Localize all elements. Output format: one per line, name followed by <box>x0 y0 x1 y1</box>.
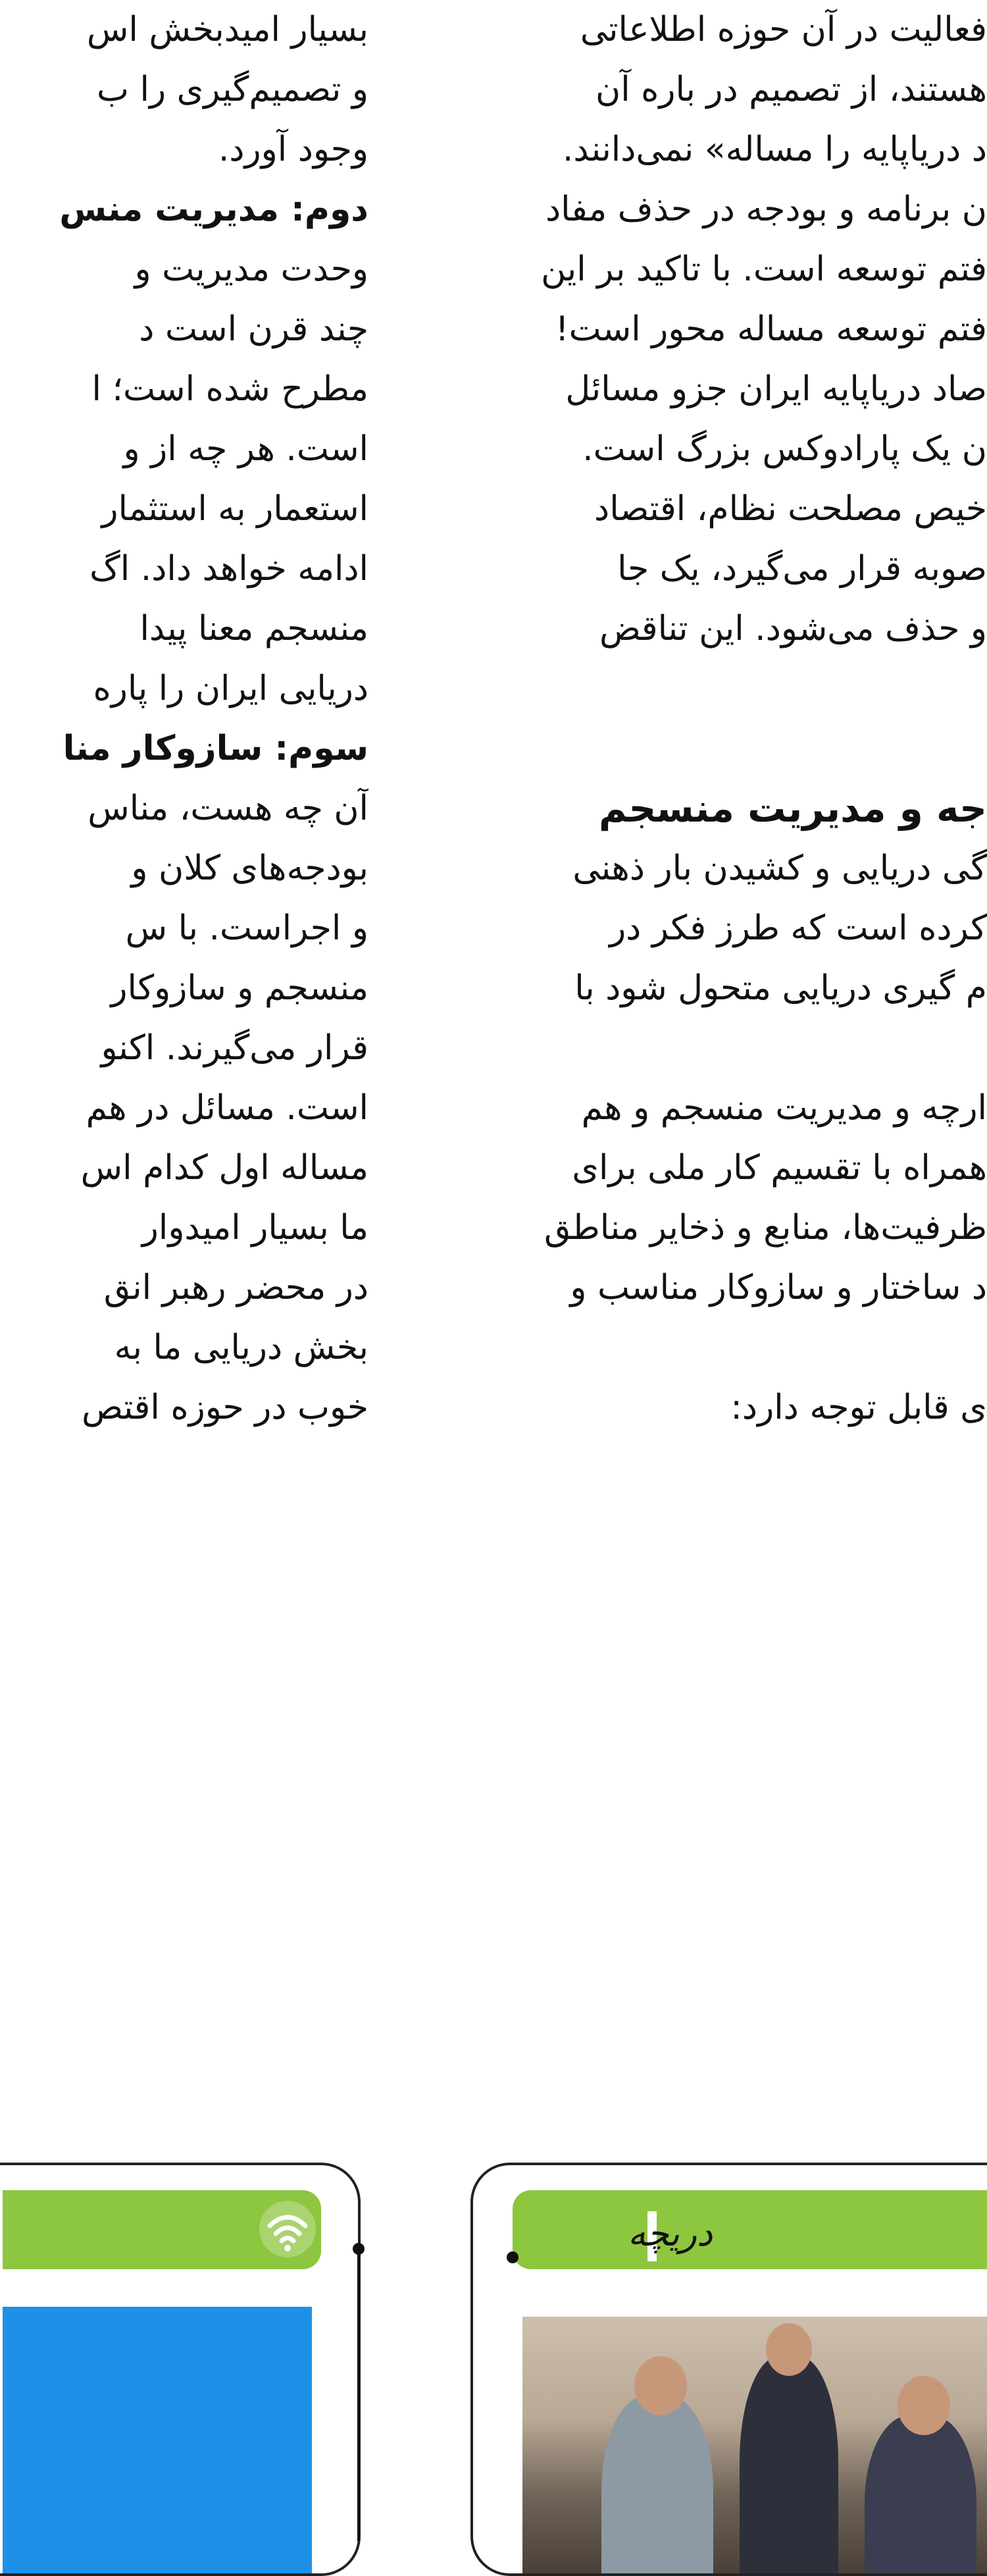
text-line: ن یک پارادوکس بزرگ است. <box>582 429 987 469</box>
text-line: وحدت مدیریت و <box>134 250 368 289</box>
sidebar-box-right <box>470 2163 987 2576</box>
text-line: مساله اول کدام اس <box>80 1148 368 1188</box>
person-figure <box>601 2396 713 2576</box>
text-line: ما بسیار امیدوار <box>141 1208 368 1248</box>
text-line: فتم توسعه مساله محور است! <box>555 309 987 349</box>
wifi-icon <box>258 2199 317 2259</box>
text-line: د دریاپایه را مساله» نمی‌دانند. <box>562 130 987 169</box>
text-line: خوب در حوزه اقتص <box>82 1388 368 1427</box>
article-column-left <box>0 0 368 1438</box>
text-line: م گیری دریایی متحول شود با <box>574 968 987 1008</box>
text-line: فعالیت در آن حوزه اطلاعاتی <box>580 10 987 49</box>
text-line: چند قرن است د <box>139 309 368 349</box>
text-line: و تصمیم‌گیری را ب <box>97 70 368 109</box>
text-line: است. مسائل در هم <box>86 1088 368 1128</box>
text-line: قرار می‌گیرند. اکنو <box>101 1028 368 1068</box>
text-line: بسیار امیدبخش اس <box>86 10 368 49</box>
text-line: و اجراست. با س <box>125 908 368 948</box>
article-column-right <box>447 0 987 1438</box>
text-line: منسجم و سازوکار <box>111 968 368 1008</box>
connector-dot <box>507 2251 519 2263</box>
text-line: هستند، از تصمیم در باره آن <box>595 70 987 109</box>
text-line: بخش دریایی ما به <box>114 1328 368 1367</box>
person-head <box>898 2376 950 2435</box>
text-line: د ساختار و سازوکار مناسب و <box>570 1268 987 1307</box>
text-line: آن چه هست، مناس <box>88 789 368 828</box>
text-line: صاد دریاپایه ایران جزو مسائل <box>565 369 987 409</box>
text-line: دریایی ایران را پاره <box>93 669 368 708</box>
connector-line <box>357 2251 360 2541</box>
person-figure <box>865 2415 976 2576</box>
text-line: همراه با تقسیم کار ملی برای <box>572 1148 987 1188</box>
section-heading: جه و مدیریت منسجم <box>599 786 987 831</box>
text-line: است. هر چه از و <box>123 429 368 469</box>
text-line: ن برنامه و بودجه در حذف مفاد <box>545 190 987 229</box>
text-line: فتم توسعه است. با تاکید بر این <box>541 250 987 289</box>
box-header-bar <box>513 2190 987 2269</box>
text-line: مطرح شده است؛ ا <box>91 369 368 409</box>
text-line: در محضر رهبر انق <box>103 1268 368 1307</box>
text-line: استعمار به استثمار <box>101 489 368 529</box>
text-line: و حذف می‌شود. این تناقض <box>599 609 987 648</box>
text-line: ی قابل توجه دارد: <box>730 1388 987 1427</box>
sidebar-box-left <box>0 2163 361 2576</box>
text-line: خیص مصلحت نظام، اقتصاد <box>594 489 987 529</box>
person-figure <box>740 2356 838 2576</box>
text-line: بودجه‌های کلان و <box>131 849 368 888</box>
text-line: وجود آورد. <box>218 130 368 169</box>
photo-placeholder <box>3 2307 312 2573</box>
person-head <box>634 2356 687 2415</box>
section-heading: دوم: مدیریت منس <box>59 190 368 229</box>
text-line: گی دریایی و کشیدن بار ذهنی <box>572 849 987 888</box>
text-line: ارچه و مدیریت منسجم و هم <box>581 1088 987 1128</box>
text-line: صوبه قرار می‌گیرد، یک جا <box>617 549 987 589</box>
text-line: منسجم معنا پیدا <box>139 609 368 648</box>
text-line: کرده است که طرز فکر در <box>609 908 987 948</box>
section-heading: سوم: سازوکار منا <box>63 729 368 768</box>
meeting-photo <box>522 2317 987 2573</box>
person-head <box>766 2323 812 2376</box>
text-line: ادامه خواهد داد. اگ <box>89 549 368 589</box>
text-line: ظرفیت‌ها، منابع و ذخایر مناطق <box>544 1208 987 1248</box>
box-title: دریچه <box>628 2213 713 2254</box>
